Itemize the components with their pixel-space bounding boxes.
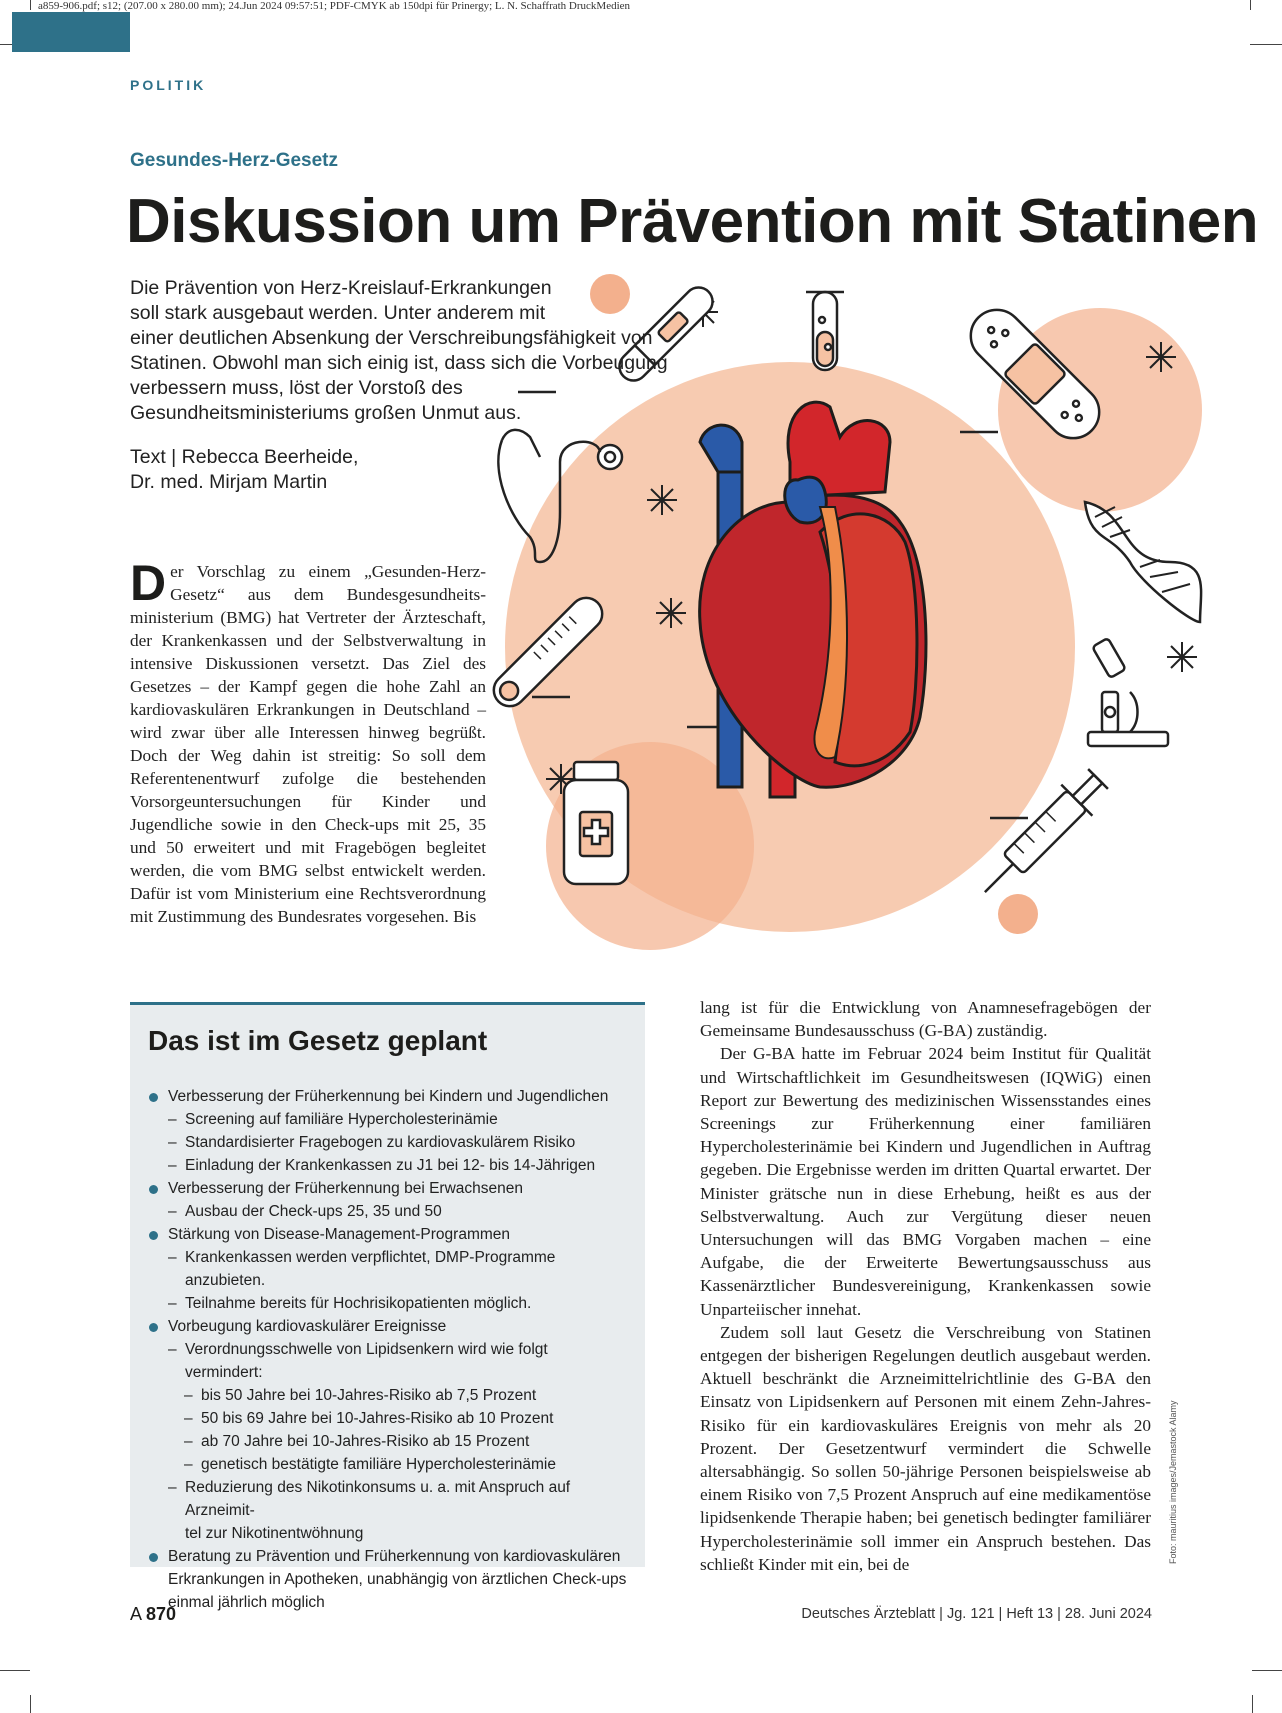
section-color-tab: [12, 12, 130, 52]
crop-mark: [1252, 1670, 1282, 1671]
crop-mark: [30, 0, 31, 10]
print-slug: a859-906.pdf; s12; (207.00 x 280.00 mm); 24.Jun 2024 09:57:51; PDF-CMYK ab 150dpi für Prinergy; L. N. Schaffrath DruckMedien: [38, 0, 631, 12]
lead-line: Die Prävention von Herz-Kreislauf-Erkrankungen: [130, 277, 552, 299]
list-subsubitem: – ab 70 Jahre bei 10-Jahres-Risiko ab 15 Prozent: [148, 1430, 628, 1453]
list-item: [148, 1545, 628, 1568]
bullet-icon: [149, 1323, 158, 1332]
article-byline: [130, 445, 358, 495]
byline-line: Text | Rebecca Beerheide,: [130, 446, 359, 468]
list-subitem: – Krankenkassen werden verpflichtet, DMP-Programme anzubieten.: [148, 1246, 628, 1292]
list-subitem: – Verordnungsschwelle von Lipidsenkern wird wie folgt vermindert:: [148, 1338, 628, 1384]
list-item-text: Stärkung von Disease-Management-Programmen: [168, 1226, 511, 1243]
list-subitem: – Teilnahme bereits für Hochrisikopatienten möglich.: [148, 1292, 628, 1315]
bullet-icon: [149, 1553, 158, 1562]
list-subitem: – Reduzierung des Nikotinkonsums u. a. mit Anspruch auf Arzneimit-: [148, 1476, 628, 1522]
list-item: [148, 1085, 628, 1108]
lead-line: Statinen. Obwohl man sich einig ist, dass sich die Vorbeugung: [130, 352, 668, 374]
list-subitem: – Einladung der Krankenkassen zu J1 bei 12- bis 14-Jährigen: [148, 1154, 628, 1177]
list-item-text: Vorbeugung kardiovaskulärer Ereignisse: [168, 1318, 447, 1335]
article-headline: Diskussion um Prävention mit Statinen: [126, 187, 1259, 256]
lead-line: verbessern muss, löst der Vorstoß des: [130, 377, 463, 399]
page-prefix: A: [130, 1604, 142, 1624]
medicine-bottle-icon: [564, 762, 628, 884]
microscope-icon: [1088, 638, 1168, 746]
body-paragraph: lang ist für die Entwicklung von Anamnesefragebögen der Gemeinsame Bundesausschuss (G-BA) zuständig.: [700, 998, 1151, 1041]
body-column-1: [130, 555, 486, 928]
page-number-value: 870: [146, 1604, 177, 1624]
crop-mark: [1250, 0, 1251, 10]
journal-info: Deutsches Ärzteblatt | Jg. 121 | Heft 13 | 28. Juni 2024: [801, 1606, 1152, 1622]
bullet-icon: [149, 1093, 158, 1102]
list-subsubitem: – 50 bis 69 Jahre bei 10-Jahres-Risiko ab 10 Prozent: [148, 1407, 628, 1430]
body-paragraph: Zudem soll laut Gesetz die Verschreibung von Statinen entgegen der bisherigen Regelungen deutlich ausgebaut werden. Aktuell beschränkt die Arzneimittelrichtlinie des G-BA den Einsatz von Lipidsenkern auf Personen mit einem Zehn-Jahres-Risiko für ein kardiovaskuläres Ereignis von mehr als 20 Prozent. Der Gesetzentwurf vermindert die Schwelle altersabhängig. So sollen 50-jährige Personen beispielsweise ab einem Risiko von 7,5 Prozent Anspruch auf eine medikamentöse lipidsenkende Therapie haben; bei genetisch bedingter familiärer Hypercholesterinämie soll immer ein Anspruch bestehen. Das schließt Kinder mit ein, bei de: [700, 1322, 1151, 1574]
list-subitem: – Standardisierter Fragebogen zu kardiovaskulärem Risiko: [148, 1131, 628, 1154]
lead-line: soll stark ausgebaut werden. Unter anderem mit: [130, 302, 546, 324]
body-column-2: [700, 996, 1151, 1576]
crop-mark: [1252, 1695, 1253, 1713]
crop-mark: [1250, 44, 1282, 45]
page-number: [130, 1604, 176, 1625]
drop-cap: D: [130, 555, 167, 611]
list-subsubitem: – bis 50 Jahre bei 10-Jahres-Risiko ab 7,5 Prozent: [148, 1384, 628, 1407]
list-item-text: Beratung zu Prävention und Früherkennung von kardiovaskulären: [168, 1548, 621, 1565]
test-tube-icon: [806, 292, 844, 370]
list-subsubitem: – genetisch bestätigte familiäre Hypercholesterinämie: [148, 1453, 628, 1476]
list-item-continued: Erkrankungen in Apotheken, unabhängig von ärztlichen Check-ups: [168, 1571, 627, 1588]
bullet-icon: [149, 1185, 158, 1194]
body-paragraph: er Vorschlag zu einem „Gesunden-Herz-Gesetz“ aus dem Bundesgesundheitsministerium (BMG) hat Vertreter der Ärzteschaft, der Krankenkassen und der Selbstverwaltung in intensive Diskussionen versetzt. Das Ziel des Gesetzes – der Kampf gegen die hohe Zahl an kardiovaskulären Erkrankungen in Deutschland – wird zwar über alle Interessen hinweg begrüßt. Doch der Weg dahin ist streitig: So soll dem Referentenentwurf zufolge die bestehenden Vorsorgeuntersuchungen für Kinder und Jugendliche sowie in den Check-ups mit 25, 35 und 50 erweitert und mit Fragebögen begleitet werden, die vom BMG selbst entwickelt werden. Dafür ist vom Ministerium eine Rechtsverordnung mit Zustimmung des Bundesrates vorgesehen. Bis: [130, 562, 486, 926]
bullet-icon: [149, 1231, 158, 1240]
info-box-list: [148, 1085, 628, 1614]
list-subitem: – Ausbau der Check-ups 25, 35 und 50: [148, 1200, 628, 1223]
section-label: POLITIK: [130, 77, 207, 93]
article-kicker: Gesundes-Herz-Gesetz: [130, 150, 339, 171]
list-subitem: – Screening auf familiäre Hypercholesterinämie: [148, 1108, 628, 1131]
list-item-text: Verbesserung der Früherkennung bei Erwachsenen: [168, 1180, 524, 1197]
list-subitem-continued: tel zur Nikotinentwöhnung: [185, 1525, 364, 1542]
list-item: [148, 1315, 628, 1338]
lead-line: einer deutlichen Absenkung der Verschreibungsfähigkeit von: [130, 327, 653, 349]
list-item-continued: einmal jährlich möglich: [168, 1594, 325, 1611]
photo-credit: Foto: mauritius images/Jemastock Alamy: [1168, 1400, 1178, 1564]
dna-icon: [1085, 502, 1201, 622]
body-paragraph: Der G-BA hatte im Februar 2024 beim Institut für Qualität und Wirtschaftlichkeit im Gesundheitswesen (IQWiG) einen Report zur Bewertung des medizinischen Wissensstandes eines Screenings zur Früherkennung einer familiären Hypercholesterinämie bei Kindern und Jugendlichen in Auftrag gegeben. Die Ergebnisse werden im dritten Quartal erwartet. Der Minister grätsche nun in diese Erhebung, heißt es aus der Selbstverwaltung. Auch zur Vergütung dieser neuen Untersuchungen will das BMG Vorgaben machen – eine Aufgabe, die der Erweiterte Bewertungsausschuss aus Kassenärztlicher Bundesvereinigung, Krankenkassen sowie Unparteiischer innehat.: [700, 1044, 1151, 1319]
crop-mark: [0, 1670, 30, 1671]
lead-line: Gesundheitsministeriums großen Unmut aus.: [130, 402, 522, 424]
list-item: [148, 1223, 628, 1246]
crop-mark: [30, 1695, 31, 1713]
byline-line: Dr. med. Mirjam Martin: [130, 471, 328, 493]
info-box-title: Das ist im Gesetz geplant: [148, 1025, 488, 1056]
list-item: [148, 1177, 628, 1200]
article-lead: [130, 276, 690, 426]
list-item-text: Verbesserung der Früherkennung bei Kindern und Jugendlichen: [168, 1088, 609, 1105]
info-box: [130, 1002, 645, 1611]
